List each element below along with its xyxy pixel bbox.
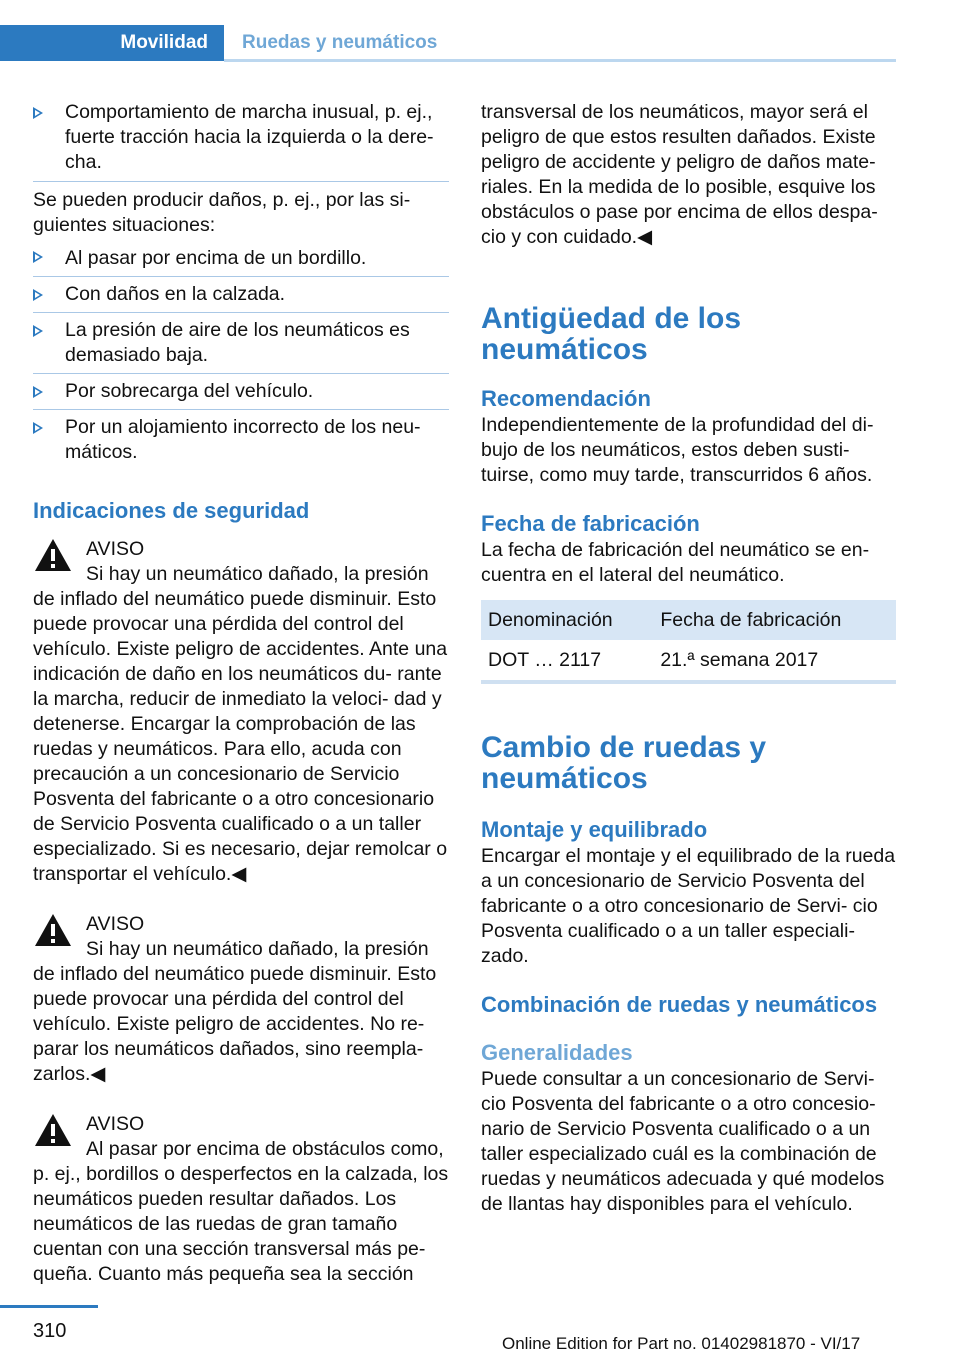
warning-title: AVISO [86, 913, 145, 935]
warning-block [33, 1112, 449, 1287]
table-header-row [481, 600, 896, 640]
warning-first-line: Si hay un neumático dañado, la presión [86, 938, 429, 960]
left-column [33, 100, 449, 1287]
paragraph: Se pueden producir daños, p. ej., por las si‐ guientes situaciones: [33, 189, 411, 236]
list-item [33, 277, 449, 313]
edition-note: Online Edition for Part no. 01402981870 - VI/17 [502, 1334, 861, 1353]
chapter-heading: Cambio de ruedas y neumáticos [481, 731, 767, 795]
warning-title: AVISO [86, 538, 145, 560]
table-row [481, 640, 896, 682]
bullet-triangle-icon [33, 386, 43, 398]
warning-title: AVISO [86, 1113, 145, 1135]
table-cell: 21.ª semana 2017 [650, 640, 896, 682]
table-header-cell: Denominación [481, 600, 650, 640]
bullet-triangle-icon [33, 289, 43, 301]
paragraph: La fecha de fabricación del neumático se en‐ cuentra en el lateral del neumático. [481, 539, 870, 586]
section-heading: Indicaciones de seguridad [33, 498, 310, 523]
list-item-text: Con daños en la calzada. [65, 283, 286, 305]
list-item [33, 374, 449, 410]
manufacture-date-table [481, 600, 896, 684]
page-number: 310 [33, 1320, 67, 1342]
header-rule [224, 59, 896, 62]
table-header-cell: Fecha de fabricación [650, 600, 896, 640]
warning-text: de inflado del neumático puede disminuir. Esto puede provocar una pérdida del control del vehículo. Existe peligro de accidentes. No re‐ parar los neumáticos dañados, sino reempla‐ zarlos.◀ [33, 963, 437, 1085]
right-column [481, 100, 896, 1217]
section-heading: Recomendación [481, 386, 651, 411]
bullet-triangle-icon [33, 422, 43, 434]
list-item-text: La presión de aire de los neumáticos es demasiado baja. [65, 319, 410, 366]
section-heading: Combinación de ruedas y neumáticos [481, 992, 878, 1017]
paragraph: Encargar el montaje y el equilibrado de la rueda a un concesionario de Servicio Posventa del fabricante o a otro concesionario de Servi‐ cio Posventa cualificado o a un taller especiali‐ zado. [481, 845, 896, 967]
list-item-text: Al pasar por encima de un bordillo. [65, 247, 367, 269]
paragraph: transversal de los neumáticos, mayor será el peligro de que estos resulten dañados. Existe peligro de accidente y peligro de daños mate‐ riales. En la medida de lo posible, esquive los obstáculos o pase por encima de ellos despa‐ cio y con cuidado.◀ [481, 101, 878, 248]
subsection-heading: Generalidades [481, 1040, 633, 1065]
paragraph: Independientemente de la profundidad del di‐ bujo de los neumáticos, estos deben susti‐ tuirse, como muy tarde, transcurridos 6 años. [481, 414, 874, 486]
warning-first-line: Al pasar por encima de obstáculos como, [86, 1138, 444, 1160]
list-item-text: Por un alojamiento incorrecto de los neu‐ máticos. [65, 416, 421, 463]
warning-text: p. ej., bordillos o desperfectos en la calzada, los neumáticos pueden resultar dañados. Los neumáticos de las ruedas de gran tamaño cuentan con una sección transversal más pe‐ queña. Cuanto más pequeña sea la sección [33, 1163, 449, 1285]
warning-triangle-icon [33, 1112, 73, 1148]
warning-triangle-icon [33, 912, 73, 948]
warning-first-line: Si hay un neumático dañado, la presión [86, 563, 429, 585]
list-item-text: Comportamiento de marcha inusual, p. ej., fuerte tracción hacia la izquierda o la dere‐ cha. [65, 101, 434, 173]
section-heading: Montaje y equilibrado [481, 817, 708, 842]
list-item [33, 313, 449, 374]
list-item [33, 244, 449, 277]
warning-triangle-icon [33, 537, 73, 573]
table-cell: DOT … 2117 [481, 640, 650, 682]
footer-rule [0, 1305, 98, 1308]
list-item-text: Por sobrecarga del vehículo. [65, 380, 314, 402]
section-heading: Fecha de fabricación [481, 511, 700, 536]
bullet-triangle-icon [33, 107, 43, 119]
section-tab: Movilidad [0, 25, 224, 61]
warning-block [33, 537, 449, 887]
list-item [33, 100, 449, 182]
chapter-tab: Ruedas y neumáticos [242, 32, 438, 53]
warning-block [33, 912, 449, 1087]
bullet-triangle-icon [33, 325, 43, 337]
bullet-triangle-icon [33, 251, 43, 263]
list-item [33, 410, 449, 470]
paragraph: Puede consultar a un concesionario de Servi‐ cio Posventa del fabricante o a otro concesio‐ nario de Servicio Posventa cualificado o a un taller especializado cuál es la combinación de ruedas y neumáticos adecuada y qué modelos de llantas hay disponibles para el vehículo. [481, 1068, 885, 1215]
chapter-heading: Antigüedad de los neumáticos [481, 302, 742, 366]
warning-text: de inflado del neumático puede disminuir. Esto puede provocar una pérdida del control del vehículo. Existe peligro de accidentes. Ante una indicación de daño en los neumáticos du‐ rante la marcha, reducir de inmediato la veloci‐ dad y detenerse. Encargar la comprobación de las ruedas y neumáticos. Para ello, acuda con precaución a un concesionario de Servicio Posventa del fabricante o a otro concesionario de Servicio Posventa cualificado o a un taller especializado. Si es necesario, dejar remolcar o transportar el vehículo.◀ [33, 588, 448, 885]
page-header [0, 0, 960, 62]
